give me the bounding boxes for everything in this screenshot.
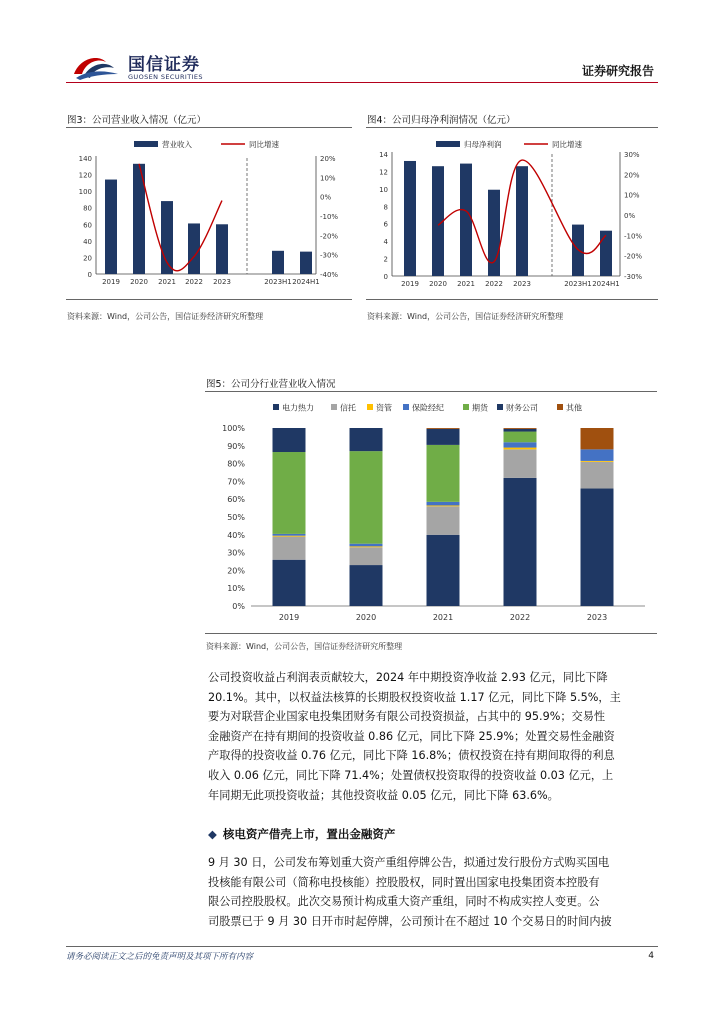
x-tick-label: 2020 (355, 613, 377, 622)
fig5-title: 图5：公司分行业营业收入情况 (206, 379, 336, 390)
y2-tick-label: -20% (624, 252, 643, 261)
bar-2022 (488, 190, 500, 276)
bar-2019 (404, 161, 416, 276)
bar-segment-信托 (504, 449, 537, 477)
x-tick-label: 2024H1 (592, 280, 620, 288)
y2-tick-label: 20% (624, 171, 640, 180)
report-type-label: 证券研究报告 (581, 64, 654, 78)
logo-text-en: GUOSEN SECURITIES (128, 73, 203, 81)
fig5-bottom-rule (205, 633, 657, 634)
restructuring-paragraph (208, 853, 656, 931)
bar-segment-保险经纪 (427, 502, 460, 506)
fig3-title-rule (66, 127, 352, 128)
bar-segment-电力热力 (350, 565, 383, 606)
y2-tick-label: -10% (624, 232, 643, 241)
bar-segment-资管 (350, 546, 383, 547)
bar-segment-期货 (350, 451, 383, 544)
y-tick-label: 60 (83, 221, 92, 230)
growth-line (139, 164, 222, 271)
investment-income-paragraph (208, 668, 656, 805)
y-tick-label: 14 (379, 151, 388, 159)
x-tick-label: 2022 (185, 278, 203, 286)
bar-segment-财务公司 (504, 429, 537, 432)
x-tick-label: 2021 (457, 280, 475, 288)
bar-segment-保险经纪 (273, 534, 306, 536)
legend-bar-label: 营业收入 (162, 140, 192, 149)
legend-swatch (273, 404, 279, 410)
guosen-logo-icon (70, 52, 126, 82)
y-tick-label: 0 (87, 271, 92, 279)
x-tick-label: 2020 (130, 278, 148, 286)
legend-swatch (497, 404, 503, 410)
legend-bar-swatch (134, 141, 158, 147)
footer-divider (66, 946, 658, 947)
legend-swatch (403, 404, 409, 410)
para-line: 20.1%。其中，以权益法核算的长期股权投资收益 1.17 亿元，同比下降 5.5%，主 (208, 690, 621, 704)
bar-2021 (460, 164, 472, 276)
bar-segment-资管 (273, 536, 306, 537)
legend-label: 其他 (566, 403, 582, 413)
bar-segment-电力热力 (581, 489, 614, 606)
legend-label: 保险经纪 (412, 403, 444, 413)
x-tick-label: 2022 (485, 280, 503, 288)
para-line: 投核能有限公司（简称电投核能）控股股权，同时置出国家电投集团资本控股有 (208, 875, 600, 889)
y-tick-label: 100 (78, 188, 92, 197)
y-tick-label: 12 (379, 168, 388, 177)
bar-segment-电力热力 (504, 478, 537, 606)
x-tick-label: 2023 (213, 278, 231, 286)
bar-segment-其他 (427, 428, 460, 429)
y-tick-label: 10% (227, 584, 245, 594)
bar-segment-保险经纪 (350, 544, 383, 547)
bar-2024H1 (600, 231, 612, 276)
y2-tick-label: -20% (320, 232, 339, 241)
y-tick-label: 0% (232, 602, 245, 611)
legend-label: 信托 (340, 403, 356, 413)
para-line: 要为对联营企业国家电投集团财务有限公司投资损益，占其中的 95.9%；交易性 (208, 710, 606, 724)
x-tick-label: 2022 (509, 613, 531, 622)
fig3-chart (66, 130, 352, 296)
y2-tick-label: -10% (320, 213, 339, 221)
bar-segment-电力热力 (273, 560, 306, 606)
y-tick-label: 80% (227, 459, 245, 469)
bar-segment-电力热力 (427, 535, 460, 606)
fig3-title: 图3：公司营业收入情况（亿元） (67, 115, 207, 126)
legend-line-label: 同比增速 (552, 140, 582, 149)
para-line: 年同期无此项投资收益；其他投资收益 0.05 亿元，同比下降 63.6%。 (208, 788, 559, 802)
y-tick-label: 20% (227, 566, 245, 576)
bar-2024H1 (300, 252, 312, 274)
legend-label: 期货 (472, 403, 488, 413)
y-tick-label: 140 (78, 155, 92, 163)
bar-segment-信托 (581, 462, 614, 489)
legend-bar-swatch (436, 141, 460, 147)
bar-segment-财务公司 (427, 429, 460, 445)
y-tick-label: 90% (227, 441, 245, 451)
bar-2023H1 (272, 251, 284, 274)
page-number: 4 (648, 951, 654, 961)
fig5-chart (205, 394, 657, 630)
legend-swatch (367, 404, 373, 410)
fig4-title: 图4：公司归母净利润情况（亿元） (367, 115, 516, 126)
bar-2023 (516, 166, 528, 276)
section-heading-text: 核电资产借壳上市，置出金融资产 (222, 827, 396, 841)
logo-text-cn: 国信证券 (128, 55, 200, 75)
bar-2019 (105, 180, 117, 274)
bar-segment-保险经纪 (581, 449, 614, 461)
fig4-source: 资料来源：Wind，公司公告，国信证券经济研究所整理 (367, 312, 564, 321)
bar-segment-期货 (504, 432, 537, 443)
para-line: 产取得的投资收益 0.76 亿元，同比下降 16.8%；债权投资在持有期间取得的利息 (208, 749, 615, 763)
bar-2023 (216, 224, 228, 274)
bar-segment-保险经纪 (504, 442, 537, 447)
y-tick-label: 0 (383, 273, 388, 281)
bar-segment-财务公司 (273, 428, 306, 452)
fig3-bottom-rule (66, 299, 352, 300)
y-tick-label: 10 (379, 185, 388, 194)
bar-segment-信托 (350, 547, 383, 565)
legend-label: 资管 (376, 403, 392, 413)
legend-line-label: 同比增速 (249, 140, 279, 149)
para-line: 公司投资收益占利润表贡献较大，2024 年中期投资净收益 2.93 亿元，同比下降 (208, 671, 608, 684)
y-tick-label: 80 (83, 204, 92, 213)
bar-segment-资管 (581, 461, 614, 462)
y-tick-label: 120 (78, 171, 92, 180)
x-tick-label: 2023H1 (264, 278, 292, 286)
x-tick-label: 2023 (586, 613, 608, 622)
x-tick-label: 2023H1 (564, 280, 592, 288)
bar-segment-期货 (427, 445, 460, 502)
bar-segment-财务公司 (350, 428, 383, 451)
y2-tick-label: 0% (624, 212, 636, 220)
y2-tick-label: 30% (624, 151, 640, 159)
fig4-bottom-rule (366, 299, 658, 300)
y2-tick-label: -30% (320, 251, 339, 260)
para-line: 司股票已于 9 月 30 日开市时起停牌，公司预计在不超过 10 个交易日的时间内披 (208, 914, 612, 928)
bar-segment-资管 (427, 505, 460, 506)
y2-tick-label: 10% (320, 174, 336, 183)
bar-2022 (188, 223, 200, 274)
x-tick-label: 2023 (513, 280, 531, 288)
y-tick-label: 30% (227, 548, 245, 558)
x-tick-label: 2019 (278, 613, 300, 622)
y2-tick-label: -30% (624, 273, 643, 281)
footer-disclaimer: 请务必阅读正文之后的免责声明及其项下所有内容 (66, 952, 254, 962)
section-heading (208, 826, 395, 842)
y-tick-label: 20 (83, 254, 92, 263)
y-tick-label: 60% (227, 495, 245, 505)
legend-swatch (463, 404, 469, 410)
bar-segment-期货 (273, 452, 306, 534)
y-tick-label: 100% (222, 424, 245, 433)
y2-tick-label: 20% (320, 155, 336, 163)
y-tick-label: 8 (383, 203, 388, 212)
fig4-chart (366, 130, 658, 296)
y-tick-label: 70% (227, 477, 245, 487)
fig5-title-rule (205, 391, 657, 392)
y-tick-label: 50% (227, 513, 245, 522)
fig3-source: 资料来源：Wind，公司公告，国信证券经济研究所整理 (67, 312, 264, 321)
fig5-source: 资料来源：Wind，公司公告，国信证券经济研究所整理 (206, 642, 403, 651)
para-line: 收入 0.06 亿元，同比下降 71.4%；处置债权投资取得的投资收益 0.03 亿元，上 (208, 768, 614, 782)
legend-swatch (557, 404, 563, 410)
legend-swatch (331, 404, 337, 410)
y-tick-label: 4 (383, 238, 388, 247)
y-tick-label: 40% (227, 530, 245, 540)
y-tick-label: 40 (83, 237, 92, 246)
para-line: 限公司控股股权。此次交易预计构成重大资产重组，同时不构成实控人变更。公 (208, 895, 600, 909)
x-tick-label: 2024H1 (292, 278, 320, 286)
fig4-title-rule (366, 127, 658, 128)
header-divider (66, 82, 658, 83)
x-tick-label: 2021 (158, 278, 176, 286)
legend-label: 财务公司 (506, 403, 538, 413)
bar-segment-信托 (273, 537, 306, 560)
y-tick-label: 2 (383, 255, 388, 264)
bar-segment-信托 (427, 506, 460, 534)
y2-tick-label: 10% (624, 191, 640, 200)
bar-segment-其他 (581, 428, 614, 449)
bar-segment-资管 (504, 448, 537, 450)
x-tick-label: 2019 (102, 278, 120, 286)
legend-bar-label: 归母净利润 (464, 140, 502, 149)
y-tick-label: 6 (383, 220, 388, 229)
para-line: 9 月 30 日，公司发布筹划重大资产重组停牌公告，拟通过发行股份方式购买国电 (208, 856, 610, 869)
diamond-bullet-icon: ◆ (208, 827, 217, 841)
para-line: 金融资产在持有期间的投资收益 0.86 亿元，同比下降 25.9%；处置交易性金融资 (208, 729, 615, 743)
y2-tick-label: -40% (320, 271, 339, 279)
x-tick-label: 2020 (429, 280, 447, 288)
legend-label: 电力热力 (282, 403, 314, 413)
bar-segment-其他 (504, 428, 537, 429)
x-tick-label: 2019 (401, 280, 419, 288)
x-tick-label: 2021 (432, 613, 454, 622)
y2-tick-label: 0% (320, 193, 332, 202)
